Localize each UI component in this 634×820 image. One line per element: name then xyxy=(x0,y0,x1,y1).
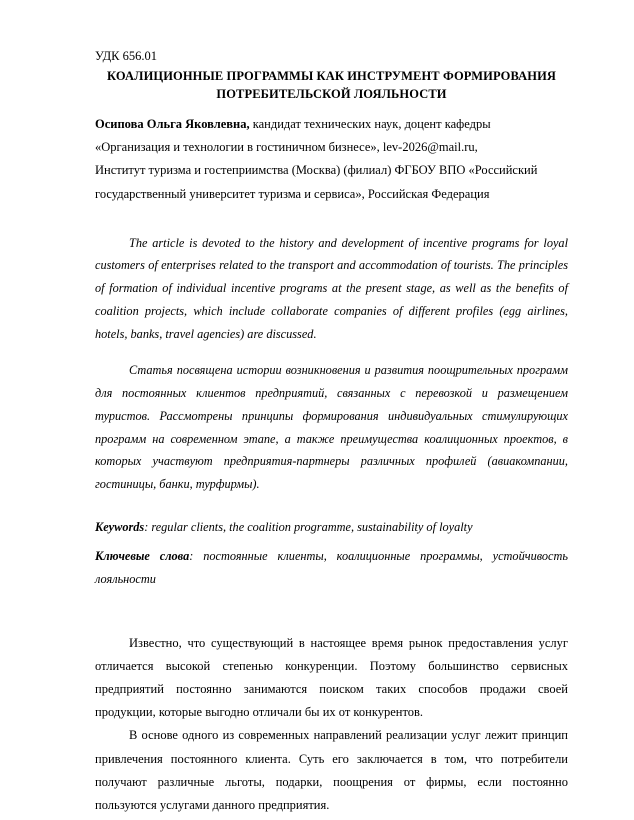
author-block xyxy=(95,113,568,206)
spacer-between-abstracts xyxy=(95,345,568,359)
body-paragraph-1: Известно, что существующий в настоящее время рынок предоставления услуг отличается высокой степенью конкуренции. Поэтому большинство сервисных предприятий постоянно занимаются поиском таких способов продажи своей продукции, которые выгодно отличали бы их от конкурентов. xyxy=(95,635,568,720)
title-line-1: КОАЛИЦИОННЫЕ ПРОГРАММЫ КАК ИНСТРУМЕНТ ФОРМИРОВАНИЯ xyxy=(106,68,557,83)
keywords-russian-label: Ключевые слова xyxy=(95,549,190,564)
title-line-2: ПОТРЕБИТЕЛЬСКОЙ ЛОЯЛЬНОСТИ xyxy=(216,87,447,101)
author-credentials: кандидат технических наук, доцент кафедры «Организация и технологии в гостиничном бизнесе», lev-2026@mail.ru, xyxy=(95,117,491,155)
spacer-before-body-2 xyxy=(95,618,568,632)
keywords-english xyxy=(95,516,568,539)
keywords-russian xyxy=(95,545,568,590)
spacer-after-author xyxy=(95,212,568,232)
page-title xyxy=(95,67,568,103)
abstract-russian: Статья посвящена истории возникновения и развития поощрительных программ для постоянных клиентов предприятий, связанных с перевозкой и размещением туристов. Рассмотрены принципы формирования индивидуальных стимулирующих программ на современном этапе, а также преимущества коалиционных проектов, в которых участвуют предприятия-партнеры различных профилей (авиакомпании, гостиницы, банки, турфирмы). xyxy=(95,363,568,491)
keywords-english-text: : regular clients, the coalition programme, sustainability of loyalty xyxy=(144,519,473,534)
spacer-before-keywords xyxy=(95,496,568,516)
spacer-before-body xyxy=(95,598,568,618)
keywords-english-label: Keywords xyxy=(95,519,145,534)
keywords-russian-text: : постоянные клиенты, коалиционные программы, устойчивость лояльности xyxy=(95,549,568,587)
abstract-english: The article is devoted to the history and development of incentive programs for loyal customers of enterprises related to the transport and accommodation of tourists. The principles of formation of individual incentive programs at the present stage, as well as the benefits of coalition projects, which include collaborate companies of different profiles (egg airlines, hotels, banks, travel agencies) are discussed. xyxy=(95,235,568,341)
udk-code: УДК 656.01 xyxy=(95,49,157,63)
author-name: Осипова Ольга Яковлевна, xyxy=(95,117,250,132)
body-paragraph-2: В основе одного из современных направлений реализации услуг лежит принцип привлечения постоянного клиента. Суть его заключается в том, что потребители получают различные льготы, подарки, поощрения от фирмы, если постоянно пользуются услугами данного предприятия. xyxy=(95,728,568,812)
author-affiliation: Институт туризма и гостеприимства (Москва) (филиал) ФГБОУ ВПО «Российский государственный университет туризма и сервиса», Российская Федерация xyxy=(95,163,538,201)
